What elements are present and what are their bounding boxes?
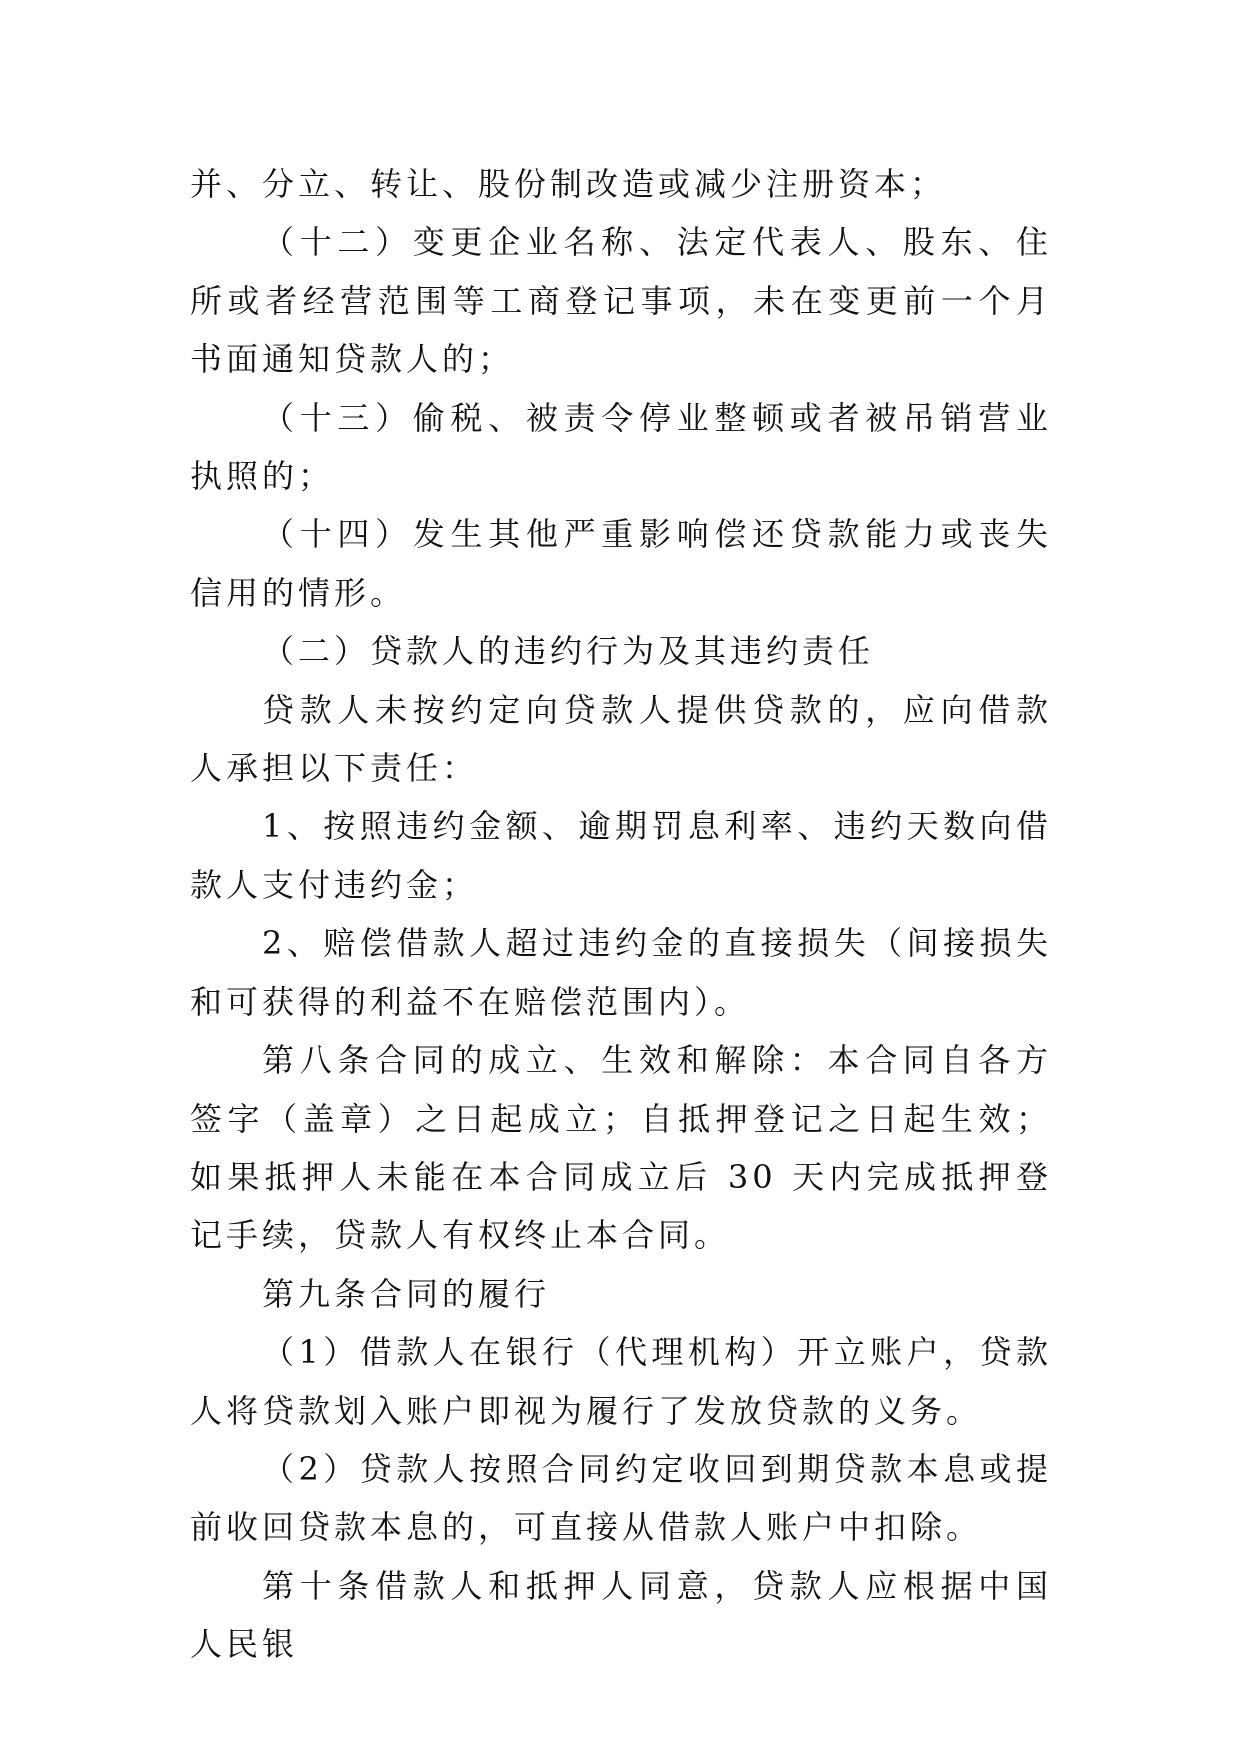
paragraph-2: （十二）变更企业名称、法定代表人、股东、住所或者经营范围等工商登记事项，未在变更前一个月书面通知贷款人的；	[190, 223, 1052, 379]
paragraph-8: 2、赔偿借款人超过违约金的直接损失（间接损失和可获得的利益不在赔偿范围内）。	[190, 924, 1052, 1021]
paragraph-7: 1、按照违约金额、逾期罚息利率、违约天数向借款人支付违约金；	[190, 807, 1052, 904]
paragraph-9: 第八条合同的成立、生效和解除：本合同自各方签字（盖章）之日起成立；自抵押登记之日起生效；如果抵押人未能在本合同成立后 30 天内完成抵押登记手续，贷款人有权终止本合同。	[190, 1041, 1052, 1255]
paragraph-3: （十三）偷税、被责令停业整顿或者被吊销营业执照的；	[190, 398, 1052, 496]
paragraph-11: （1）借款人在银行（代理机构）开立账户，贷款人将贷款划入账户即视为履行了发放贷款的义务。	[190, 1333, 1052, 1430]
document-body	[190, 155, 1052, 1674]
paragraph-6: 贷款人未按约定向贷款人提供贷款的，应向借款人承担以下责任：	[190, 690, 1052, 788]
paragraph-5: （二）贷款人的违约行为及其违约责任	[262, 632, 875, 671]
paragraph-4: （十四）发生其他严重影响偿还贷款能力或丧失信用的情形。	[190, 515, 1052, 612]
paragraph-13: 第十条借款人和抵押人同意，贷款人应根据中国人民银	[190, 1566, 1052, 1664]
paragraph-1: 并、分立、转让、股份制改造或减少注册资本；	[190, 165, 947, 203]
paragraph-10: 第九条合同的履行	[262, 1274, 551, 1313]
paragraph-12: （2）贷款人按照合同约定收回到期贷款本息或提前收回贷款本息的，可直接从借款人账户中扣除。	[190, 1449, 1052, 1547]
